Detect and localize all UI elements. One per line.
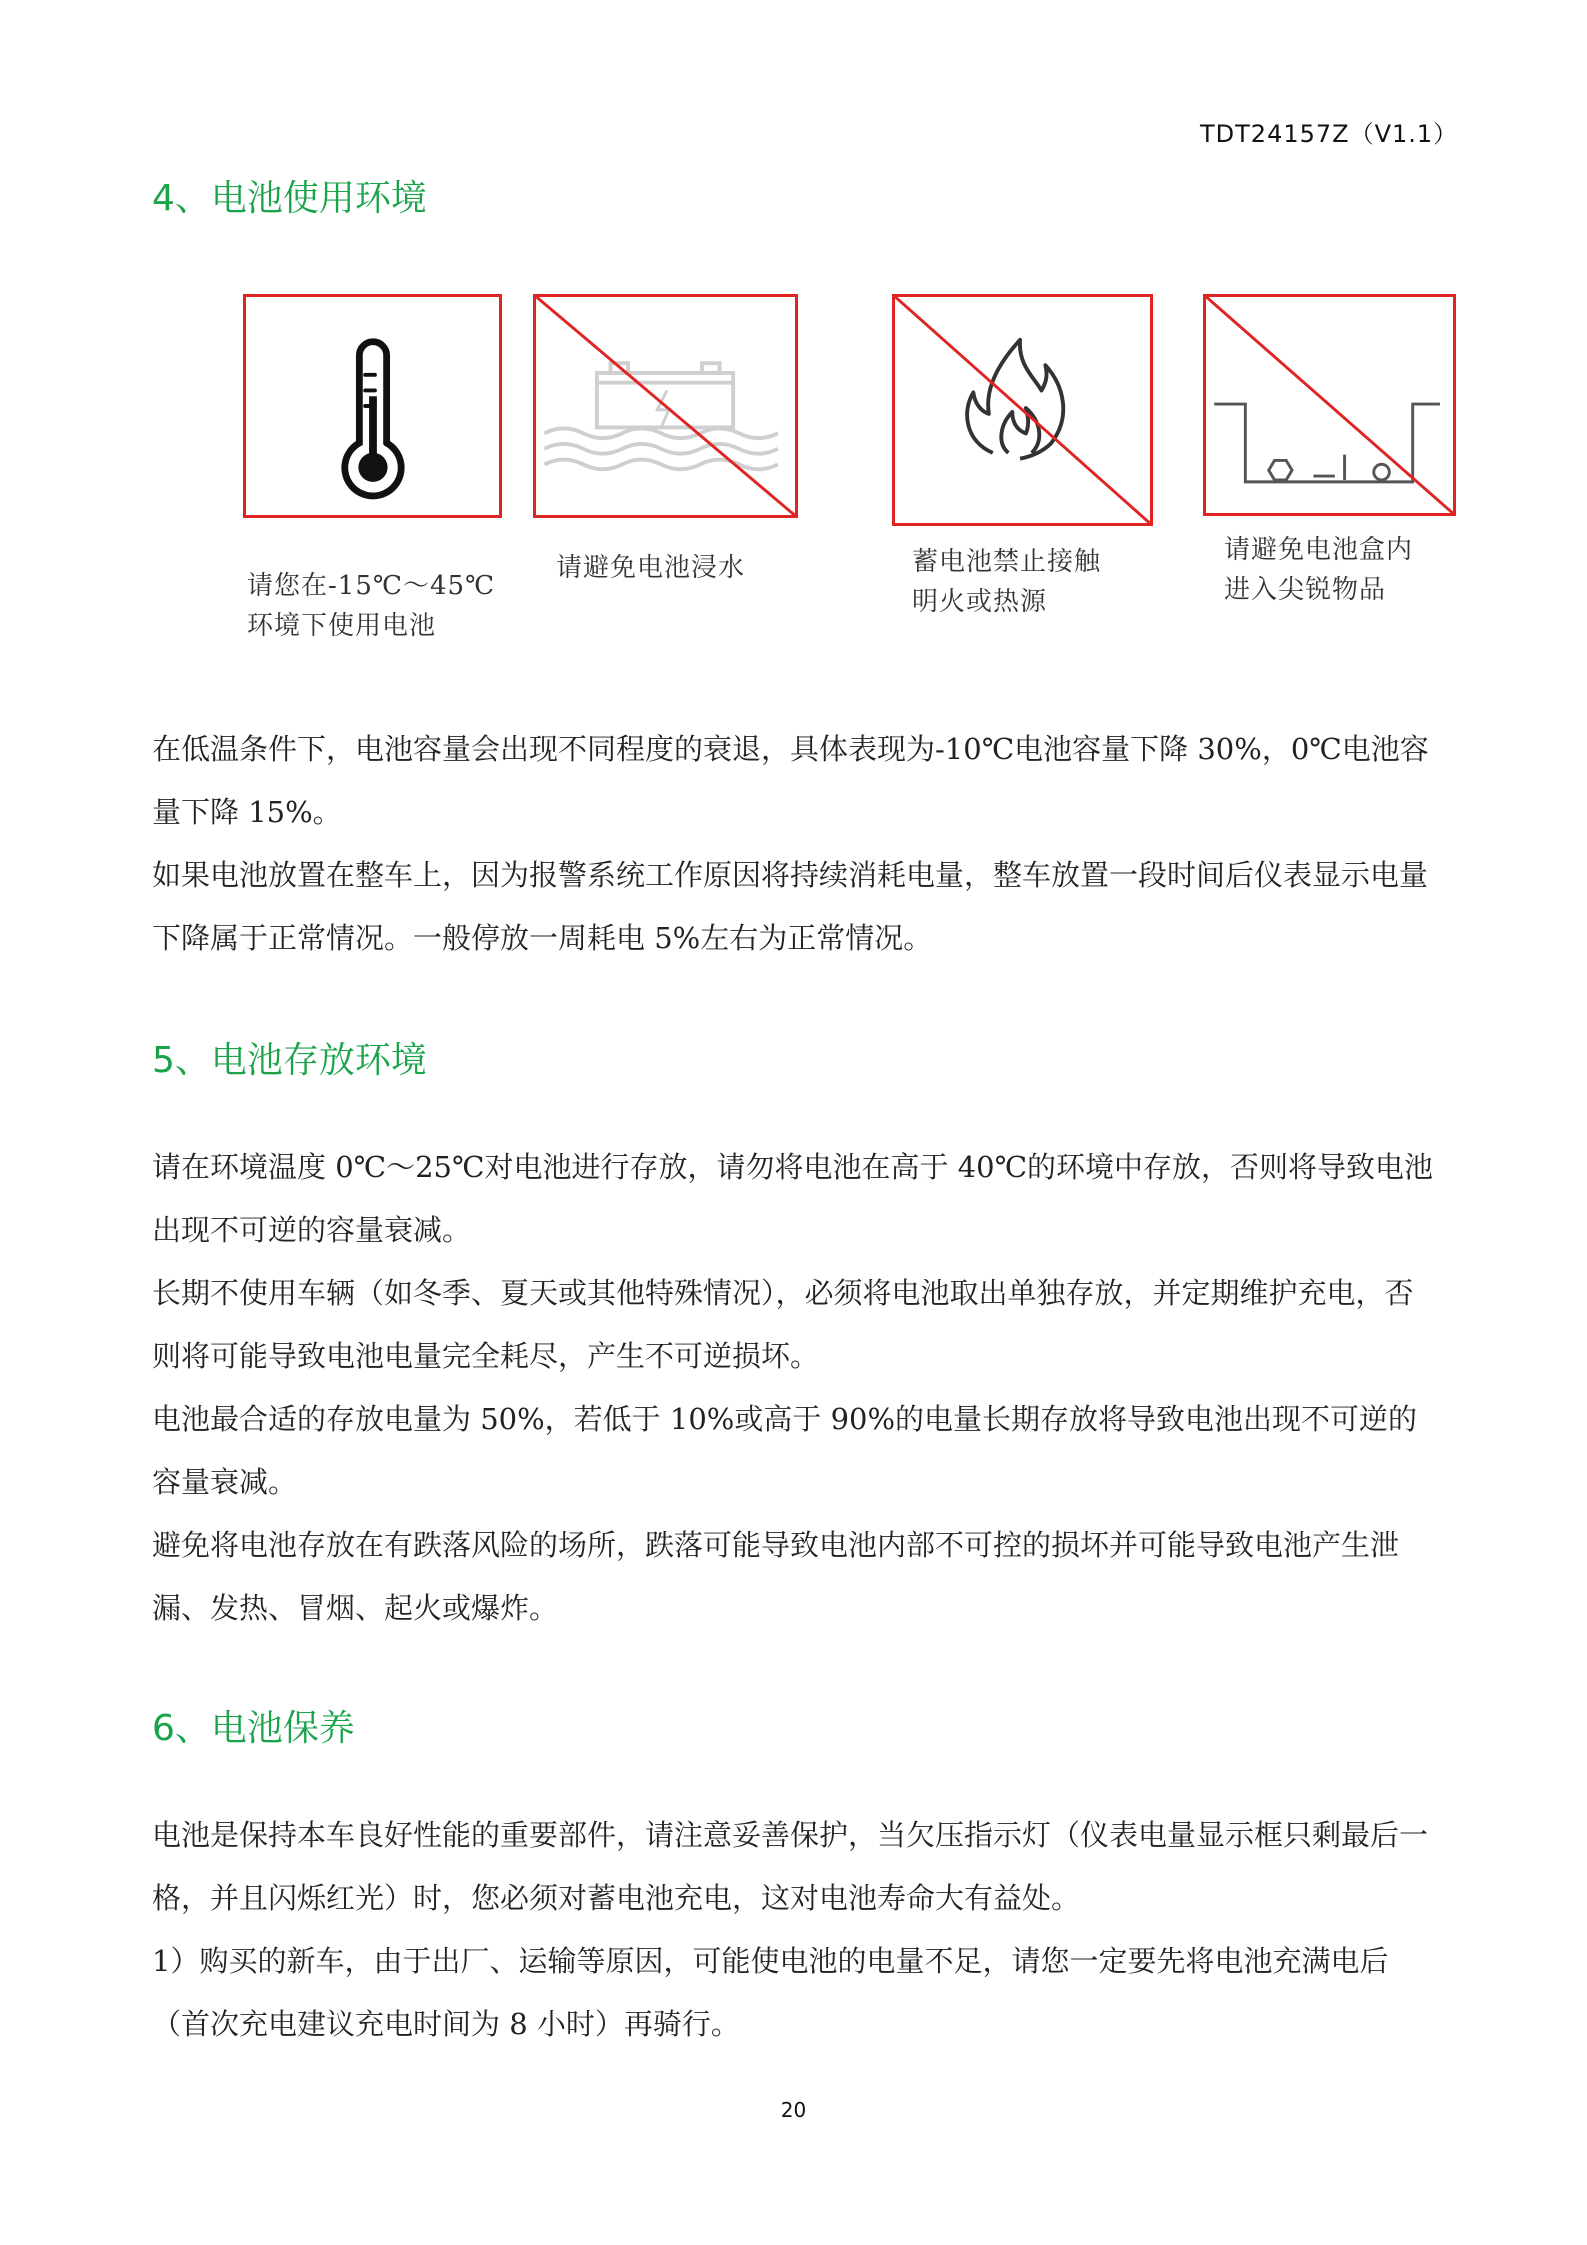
paragraph-power-consumption: 如果电池放置在整车上，因为报警系统工作原因将持续消耗电量，整车放置一段时间后仪表显示电量下降属于正常情况。一般停放一周耗电 5%左右为正常情况。 bbox=[152, 858, 1429, 955]
caption-fire: 蓄电池禁止接触 明火或热源 bbox=[912, 547, 1102, 617]
icon-box-sharp-objects bbox=[1203, 294, 1456, 516]
document-code: TDT24157Z（V1.1） bbox=[1200, 120, 1459, 148]
section-5-title: 5、电池存放环境 bbox=[152, 1040, 427, 1081]
caption-water: 请避免电池浸水 bbox=[556, 553, 746, 583]
paragraph-drop-risk: 避免将电池存放在有跌落风险的场所，跌落可能导致电池内部不可控的损坏并可能导致电池产生泄漏、发热、冒烟、起火或爆炸。 bbox=[152, 1528, 1400, 1625]
page-number: 20 bbox=[780, 2098, 807, 2122]
icon-box-temperature bbox=[243, 294, 502, 518]
paragraph-first-charge: 1）购买的新车，由于出厂、运输等原因，可能使电池的电量不足，请您一定要先将电池充满电后（首次充电建议充电时间为 8 小时）再骑行。 bbox=[152, 1944, 1389, 2041]
paragraph-storage-temperature: 请在环境温度 0℃～25℃对电池进行存放，请勿将电池在高于 40℃的环境中存放，否则将导致电池出现不可逆的容量衰减。 bbox=[152, 1150, 1434, 1247]
paragraph-storage-charge: 电池最合适的存放电量为 50%，若低于 10%或高于 90%的电量长期存放将导致电池出现不可逆的容量衰减。 bbox=[152, 1402, 1418, 1499]
icon-box-water bbox=[533, 294, 798, 518]
battery-in-water-prohibited-icon bbox=[536, 297, 795, 515]
icon-box-fire bbox=[892, 294, 1153, 526]
thermometer-icon bbox=[246, 297, 499, 515]
sharp-objects-prohibited-icon bbox=[1206, 297, 1453, 513]
section-6-title: 6、电池保养 bbox=[152, 1708, 355, 1749]
paragraph-low-temperature: 在低温条件下，电池容量会出现不同程度的衰退，具体表现为-10℃电池容量下降 30%，0℃电池容量下降 15%。 bbox=[152, 732, 1429, 829]
caption-temperature: 请您在-15℃～45℃ 环境下使用电池 bbox=[247, 571, 496, 641]
fire-prohibited-icon bbox=[895, 297, 1150, 523]
caption-sharp-objects: 请避免电池盒内 进入尖锐物品 bbox=[1224, 535, 1414, 605]
paragraph-battery-maintenance: 电池是保持本车良好性能的重要部件，请注意妥善保护，当欠压指示灯（仪表电量显示框只剩最后一格，并且闪烁红光）时，您必须对蓄电池充电，这对电池寿命大有益处。 bbox=[152, 1818, 1429, 1915]
paragraph-long-term-storage: 长期不使用车辆（如冬季、夏天或其他特殊情况），必须将电池取出单独存放，并定期维护充电，否则将可能导致电池电量完全耗尽，产生不可逆损坏。 bbox=[152, 1276, 1414, 1373]
section-4-title: 4、电池使用环境 bbox=[152, 178, 427, 219]
